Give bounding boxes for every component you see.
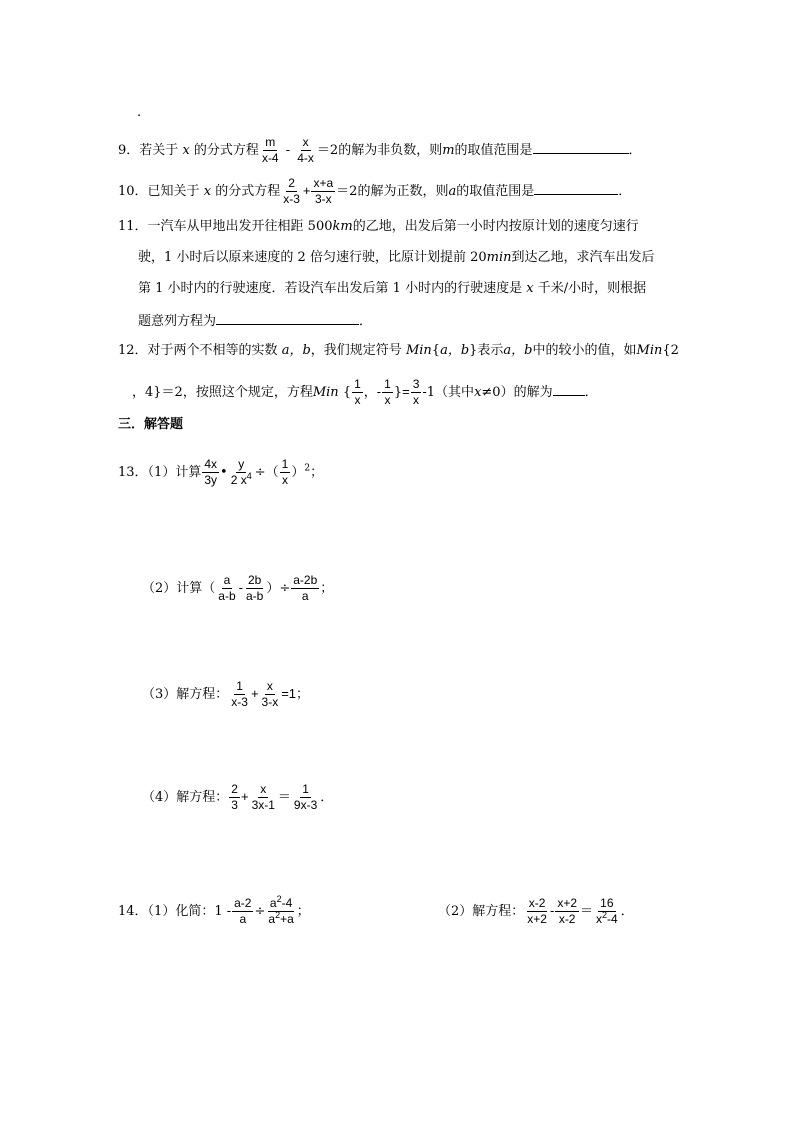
q13-p4-end: ． [320,790,334,805]
q13-p1-fraction-1 [202,458,219,487]
q10-number: 10． [118,184,148,199]
q13-p1-f2-denominator [229,473,254,487]
q10-f2-denominator: 3-x [314,192,332,206]
q9-text-a: 若关于 [139,143,179,158]
q13-p4-plus: + [240,789,249,804]
q9-end: ． [628,143,642,158]
q12-close: } [393,385,403,400]
q11-l2a: 驶，1 小时后以原来速度的 2 倍匀速行驶，比原计划提前 20 [138,250,487,265]
q13-p1-div: ÷（ [254,465,279,480]
q12-equals: = [402,384,410,399]
q13-p2-f1-numerator: a [223,573,231,587]
q14-p2-minus: - [549,903,555,918]
question-12-line-1 [118,342,679,360]
q10-text-b: 的分式方程 [215,184,281,199]
q12-l1e: }表示 [469,343,504,358]
q14-p1-semicolon: ； [296,904,310,919]
q13-p4-f2-denominator: 3x-1 [251,798,275,812]
q14-p2-fraction-2 [555,897,579,926]
q14-p2-f1-numerator: x-2 [528,896,546,910]
q13-p4-f2-numerator: x [260,782,267,796]
q9-f1-numerator: m [265,135,276,149]
q13-p1-semicolon: ； [310,465,324,480]
q13-p4-f1-numerator: 2 [231,782,238,796]
q12-f2-numerator: 1 [384,377,391,391]
q14-p1-f1-denominator: a [239,912,247,926]
q10-text-d: 的取值范围是 [456,184,535,199]
q13-p4-fraction-1 [229,783,240,812]
q10-text-a: 已知关于 [147,184,200,199]
q11-l3a: 第 1 小时内的行驶速度．若设汽车出发后第 1 小时内的行驶速度是 [138,281,523,296]
q13-p1-f2d-base: 2 x [230,473,247,487]
q13-p2-semicolon: ； [320,581,334,596]
q9-text-b: 的分式方程 [193,143,259,158]
stray-dot: . [137,105,142,120]
q12-min-1: Min [405,343,432,358]
q14-p1-f2n-exponent: 2 [276,894,282,904]
q13-p3-plus: + [250,686,259,701]
q10-var-x: x [203,184,212,199]
q11-number: 11． [118,219,148,234]
q12-end: ． [584,385,598,400]
q11-l4b: ． [359,314,373,329]
q13-p2-label: （2）计算（ [142,581,216,596]
q10-var-a: a [448,184,457,199]
q14-p1-f2-denominator [266,912,295,926]
q12-l1h: {2 [662,343,679,358]
q14-p2-f3d-exponent: 2 [602,910,608,920]
question-13-part-2 [142,574,333,603]
q14-p2-fraction-3 [594,897,620,926]
q12-fraction-1 [352,378,363,407]
q13-p3-tail: =1； [281,686,310,701]
question-14-part-1 [118,894,310,926]
question-11-line-4 [138,311,372,331]
q9-f2-denominator: 4-x [297,151,314,165]
q13-p3-label: （3）解方程： [142,687,229,702]
q12-f3-denominator: x [413,393,420,407]
q13-p3-f2-numerator: x [266,679,273,693]
question-13-part-3 [142,680,309,709]
q13-p2-f3-numerator: a-2b [293,573,318,587]
q10-answer-blank[interactable] [534,181,618,195]
q14-p2-f1-denominator: x+2 [527,912,547,926]
question-11-line-3 [138,280,646,298]
q9-number: 9． [118,143,140,158]
q12-var-x: x [474,385,482,400]
q9-equals: ＝2 [316,143,339,158]
q9-answer-blank[interactable] [533,140,629,154]
q12-min-3: Min [312,385,339,400]
q10-f1-denominator: x-3 [283,192,300,206]
q9-text-d: 的取值范围是 [454,143,533,158]
question-11-line-1 [118,218,639,236]
q14-p1-f2n-base: a [269,896,277,910]
q14-p2-f2-numerator: x+2 [557,896,577,910]
q14-p2-f2-denominator: x-2 [558,912,576,926]
q13-p2-minus: - [238,580,243,595]
q13-p1-f2-numerator: y [238,457,245,471]
q10-equals: ＝2 [336,184,358,199]
q12-l1d: a，b [440,343,470,358]
q11-unit-min: min [486,250,512,265]
question-13-part-4 [142,783,333,812]
q12-neg: - [376,384,382,399]
q13-p3-fraction-1 [229,680,250,709]
q13-p2-f3-denominator: a [301,589,309,603]
q12-fraction-3 [411,378,422,407]
section-heading: 三．解答题 [118,417,184,432]
q13-p3-f1-denominator: x-3 [231,695,248,709]
question-11-line-2 [138,249,655,267]
q10-fraction-2 [311,177,335,206]
q12-l1f: a，b [503,343,533,358]
q11-l4a: 题意列方程为 [138,314,217,329]
q14-p2-end: ． [620,904,634,919]
q13-p3-f2-denominator: 3-x [261,695,279,709]
q11-l1a: 一汽车从甲地出发开往相距 500 [147,219,333,234]
q14-number: 14． [118,904,148,919]
q14-p2-f3d-tail: -4 [607,912,618,926]
q12-f3-numerator: 3 [412,377,420,391]
q12-vars-ab: a，b [281,343,311,358]
question-14-part-2 [438,897,634,926]
q10-text-c: 的解为正数，则 [357,184,449,199]
q14-p1-f2n-tail: -4 [281,896,293,910]
q12-ne: ≠0）的解为 [481,385,553,400]
q12-l1a: 对于两个不相等的实数 [147,343,278,358]
q9-minus: - [285,142,291,157]
q10-fraction-1 [281,177,302,206]
q11-var-x: x [526,281,534,296]
q13-p2-fraction-1 [216,574,237,603]
q12-l1c: { [431,343,441,358]
q13-p4-fraction-3 [292,783,319,812]
q14-p2-equals: ＝ [580,904,594,919]
q9-f2-numerator: x [302,135,309,149]
q14-p2-f3-numerator: 16 [600,896,614,910]
q13-p1-dot: • [220,465,228,480]
q14-p2-f3d-base: x [596,912,603,926]
q13-p2-f2-denominator: a-b [245,589,264,603]
q13-p2-f1-denominator: a-b [218,589,236,603]
q10-f2-numerator: x+a [313,176,334,190]
q13-p4-fraction-2 [250,783,277,812]
question-13-part-1 [118,458,323,487]
q14-p1-fraction-1 [232,897,253,926]
q13-p1-tail: ） [291,465,305,480]
q9-text-c: 的解为非负数，则 [338,143,443,158]
q12-l1b: ，我们规定符号 [310,343,402,358]
q13-p1-f3-denominator: x [281,473,288,487]
question-10 [118,177,631,206]
q12-min-2: Min [636,343,663,358]
q14-p1-div: ÷ [254,904,266,919]
q13-p2-f2-numerator: 2b [247,573,262,587]
q9-fraction-2 [295,136,316,165]
q12-answer-blank[interactable] [553,382,585,396]
q12-l2a: ，4}＝2，按照这个规定，方程 [132,385,313,400]
q12-tail: -1（其中 [422,385,475,400]
q12-l2b: { [342,385,352,400]
q9-var-m: m [442,143,455,158]
q13-p2-fraction-2 [244,574,265,603]
q13-p1-label: （1）计算 [147,465,202,480]
q13-p4-f1-denominator: 3 [231,798,238,812]
q12-f2-denominator: x [384,393,391,407]
q14-p1-f2d-base: a [268,912,276,926]
q11-l3b: 千米/小时，则根据 [537,281,647,296]
q13-p2-div: ）÷ [266,581,291,596]
q12-fraction-2 [382,378,393,407]
q10-plus: + [302,183,311,198]
q13-p1-fraction-3 [280,458,291,487]
q14-p1-f2d-tail: +a [280,912,294,926]
q13-p3-f1-numerator: 1 [236,679,243,693]
q13-p1-f1-denominator: 3y [204,473,218,487]
q11-answer-blank[interactable] [216,311,359,325]
q12-comma: ， [363,385,377,400]
q11-l1b: 的乙地，出发后第一小时内按原计划的速度匀速行 [352,219,639,234]
q12-l1g: 中的较小的值，如 [532,343,637,358]
q14-p1-f1-numerator: a-2 [234,896,252,910]
q13-p1-f1-numerator: 4x [204,457,218,471]
q14-p1-f2d-exponent: 2 [275,910,281,920]
q14-p2-fraction-1 [525,897,549,926]
q13-p3-fraction-2 [260,680,281,709]
q12-f1-numerator: 1 [354,377,361,391]
q11-l2b: 到达乙地，求汽车出发后 [511,250,655,265]
q13-p4-f3-numerator: 1 [302,782,309,796]
q14-p2-label: （2）解方程： [438,904,525,919]
q13-p4-f3-denominator: 9x-3 [293,798,318,812]
q10-end: ． [618,184,632,199]
question-12-line-2 [132,378,598,407]
q11-unit-km: km [332,219,353,234]
q14-p1-fraction-2 [266,894,295,926]
q13-p4-label: （4）解方程： [142,790,229,805]
q14-p2-f3-denominator [594,912,620,926]
q13-number: 13． [118,465,148,480]
q13-p4-equals: ＝ [277,790,291,805]
q9-var-x: x [182,143,190,158]
question-9 [118,136,642,165]
q13-p1-square: 2 [304,463,311,474]
q9-f1-denominator: x-4 [261,151,279,165]
q12-number: 12． [118,343,148,358]
q9-fraction-1 [260,136,281,165]
q13-p1-f2d-exponent: 4 [246,471,252,481]
q10-f1-numerator: 2 [288,176,295,190]
q13-p1-f3-numerator: 1 [281,457,289,471]
q14-p1-f2-numerator [268,894,294,912]
q13-p1-fraction-2 [229,458,254,487]
q13-p2-fraction-3 [291,574,319,603]
q12-f1-denominator: x [354,393,361,407]
q14-p1-label: （1）化简：1 - [147,904,232,919]
